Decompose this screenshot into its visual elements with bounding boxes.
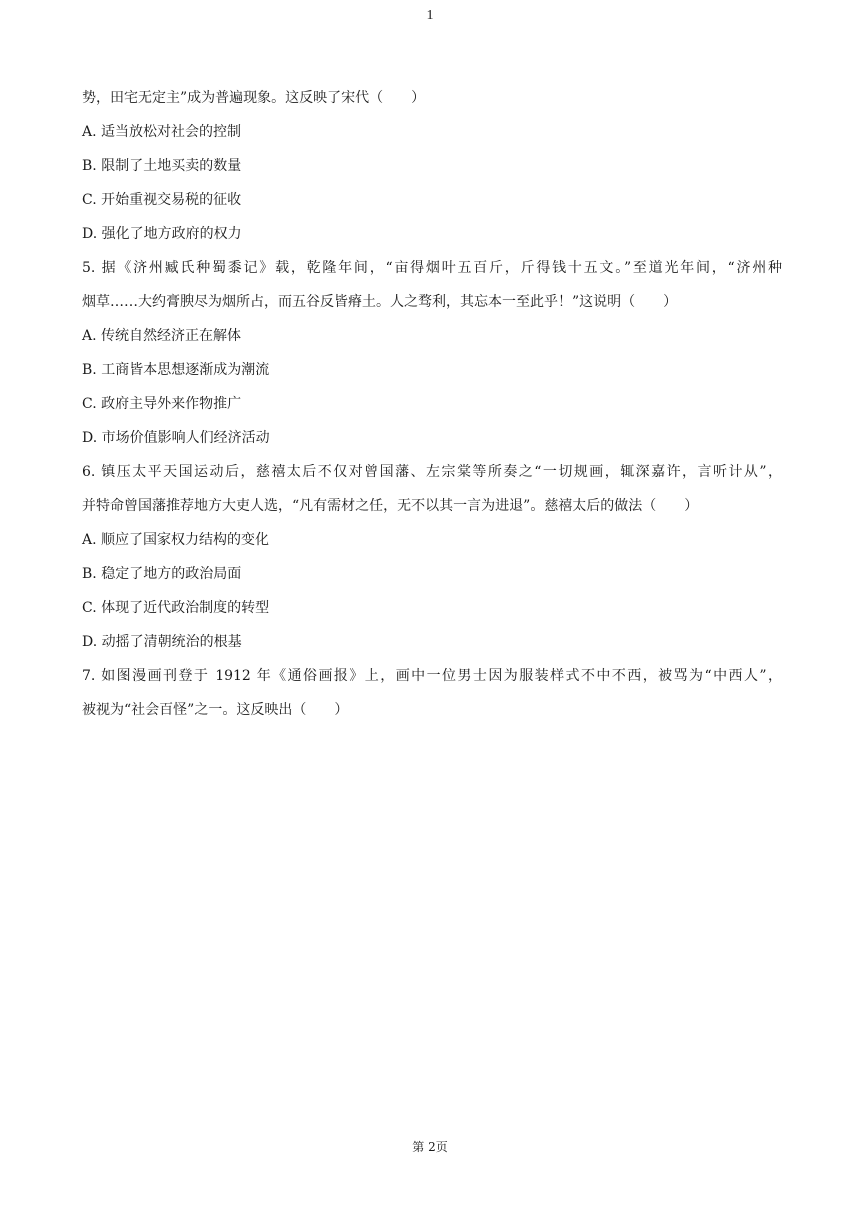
question-5-option-a: A. 传统自然经济正在解体: [82, 328, 242, 344]
question-6-stem-line-2: 并特命曾国藩推荐地方大吏人选，“凡有需材之任，无不以其一言为进退”。慈禧太后的做法（ ）: [82, 498, 699, 514]
question-4-option-a: A. 适当放松对社会的控制: [82, 124, 242, 140]
question-4-option-c: C. 开始重视交易税的征收: [82, 192, 242, 208]
question-7-stem-line-1: 7. 如图漫画刊登于 1912 年《通俗画报》上，画中一位男士因为服装样式不中不西，被骂为“中西人”，: [82, 668, 782, 684]
question-6-option-c: C. 体现了近代政治制度的转型: [82, 600, 270, 616]
page-number-top: 1: [426, 8, 434, 23]
page-footer: 第 2页: [412, 1140, 448, 1154]
question-6-option-b: B. 稳定了地方的政治局面: [82, 566, 242, 582]
question-7-stem-line-2: 被视为“社会百怪”之一。这反映出（ ）: [82, 702, 349, 718]
question-6-option-a: A. 顺应了国家权力结构的变化: [82, 532, 270, 548]
question-5-option-b: B. 工商皆本思想逐渐成为潮流: [82, 362, 270, 378]
question-4-option-d: D. 强化了地方政府的权力: [82, 226, 242, 242]
question-5-stem-line-1: 5. 据《济州臧氏种蜀黍记》载，乾隆年间，“亩得烟叶五百斤，斤得钱十五文。”至道光年间，“济州种: [82, 260, 782, 276]
question-5-option-d: D. 市场价值影响人们经济活动: [82, 430, 270, 446]
question-5-stem-line-2: 烟草……大约膏腴尽为烟所占，而五谷反皆瘠土。人之骛利，其忘本一至此乎！”这说明（ ）: [82, 294, 678, 310]
question-6-option-d: D. 动摇了清朝统治的根基: [82, 634, 242, 650]
document-body: [82, 88, 782, 734]
question-5-option-c: C. 政府主导外来作物推广: [82, 396, 242, 412]
question-4-stem-end: 势，田宅无定主”成为普遍现象。这反映了宋代（ ）: [82, 90, 426, 106]
question-4-option-b: B. 限制了土地买卖的数量: [82, 158, 242, 174]
question-6-stem-line-1: 6. 镇压太平天国运动后，慈禧太后不仅对曾国藩、左宗棠等所奏之“一切规画，辄深嘉许，言听计从”，: [82, 464, 782, 480]
